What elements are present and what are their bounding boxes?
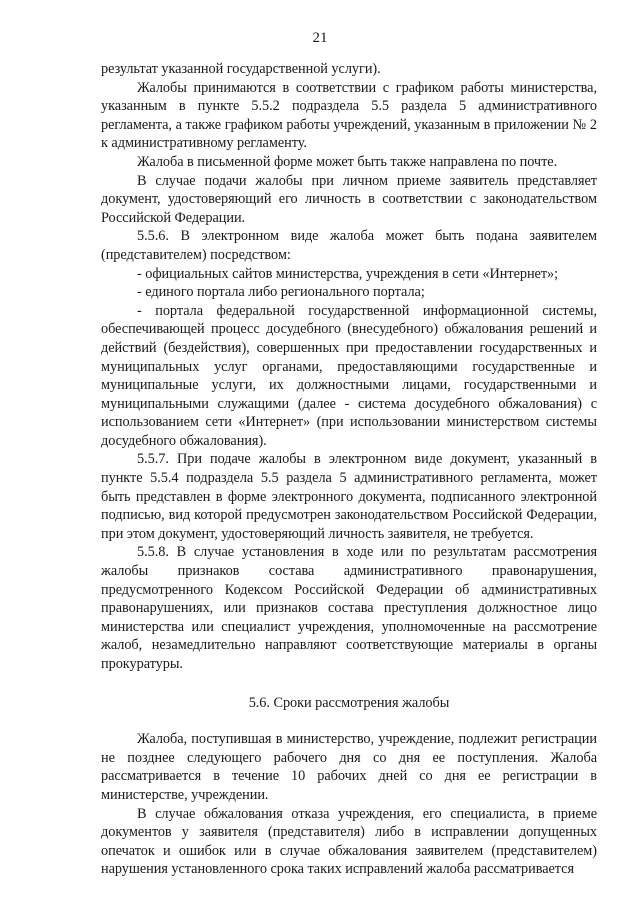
- document-body: [101, 60, 597, 879]
- paragraph: результат указанной государственной услуги).: [101, 61, 381, 77]
- list-item: - единого портала либо регионального портала;: [137, 284, 425, 301]
- paragraph: Жалоба в письменной форме может быть также направлена по почте.: [137, 153, 558, 170]
- paragraph: 5.5.7. При подаче жалобы в электронном виде документ, указанный в пункте 5.5.4 подраздела 5.5 раздела 5 административного регламента, может быть представлен в форме электронного документа, подписанного электронной подписью, вид которой предусмотрен законодательством Российской Федерации, при этом документ, удостоверяющий личность заявителя, не требуется.: [101, 451, 597, 542]
- list-item: - портала федеральной государственной информационной системы, обеспечивающей процесс досудебного (внесудебного) обжалования решений и действий (бездействия), совершенных при предоставлении государственных и муниципальных услуг органами, предоставляющими государственные и муниципальные услуги, их должностными лицами, государственными и муниципальными служащими (далее - система досудебного обжалования) с использованием сети «Интернет» (при использовании министерством системы досудебного обжалования).: [101, 302, 597, 449]
- paragraph: Жалоба, поступившая в министерство, учреждение, подлежит регистрации не позднее следующего рабочего дня со дня ее поступления. Жалоба рассматривается в течение 10 рабочих дней со дня ее регистрации в министерстве, учреждении.: [101, 731, 597, 803]
- paragraph: В случае подачи жалобы при личном приеме заявитель представляет документ, удостоверяющий его личность в соответствии с законодательством Российской Федерации.: [101, 172, 597, 226]
- paragraph: 5.5.8. В случае установления в ходе или по результатам рассмотрения жалобы признаков состава административного правонарушения, предусмотренного Кодексом Российской Федерации об административных правонарушениях, или признаков состава преступления должностное лицо министерства или специалист учреждения, уполномоченные на рассмотрение жалоб, незамедлительно направляют соответствующие материалы в органы прокуратуры.: [101, 544, 597, 672]
- paragraph: 5.5.6. В электронном виде жалоба может быть подана заявителем (представителем) посредством:: [101, 228, 597, 263]
- paragraph: Жалобы принимаются в соответствии с графиком работы министерства, указанным в пункте 5.5.2 подраздела 5.5 раздела 5 административного регламента, а также графиком работы учреждений, указанным в приложении № 2 к административному регламенту.: [101, 79, 597, 152]
- list-item: - официальных сайтов министерства, учреждения в сети «Интернет»;: [137, 265, 559, 282]
- section-title: 5.6. Сроки рассмотрения жалобы: [248, 694, 450, 711]
- page-number: 21: [312, 30, 328, 46]
- paragraph: В случае обжалования отказа учреждения, его специалиста, в приеме документов у заявителя (представителя) либо в исправлении допущенных опечаток и ошибок или в случае обжалования заявителем (представителем) нарушения установленного срока таких исправлений жалоба рассматривается: [101, 805, 597, 878]
